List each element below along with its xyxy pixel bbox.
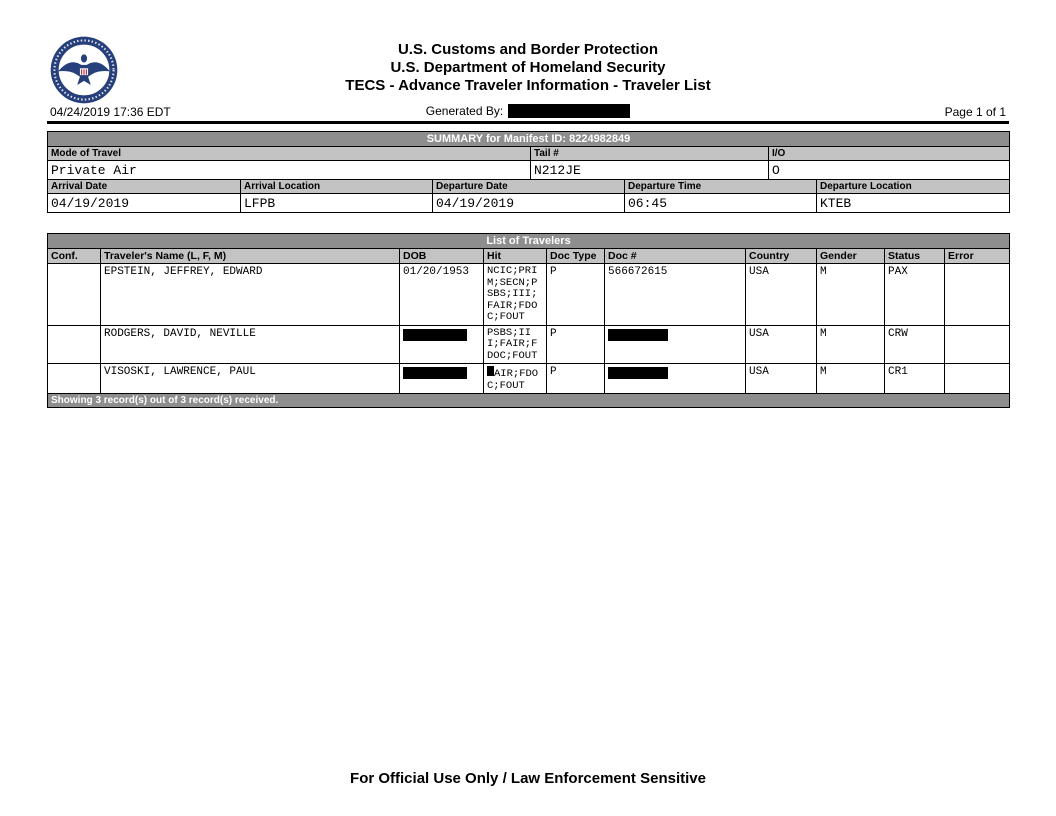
col-country: Country [746, 249, 817, 264]
cell-name: RODGERS, DAVID, NEVILLE [101, 326, 400, 365]
header-io: I/O [769, 147, 1010, 161]
col-name: Traveler's Name (L, F, M) [101, 249, 400, 264]
cell-doc-type: P [547, 326, 605, 365]
value-departure-date: 04/19/2019 [433, 194, 625, 213]
document-header [0, 41, 1056, 95]
summary-table [47, 131, 1010, 213]
col-gender: Gender [817, 249, 885, 264]
cell-conf [48, 264, 101, 326]
report-datetime: 04/24/2019 17:36 EDT [50, 105, 171, 119]
record-count: Showing 3 record(s) out of 3 record(s) received. [48, 394, 1010, 408]
cell-error [945, 364, 1010, 394]
travelers-header-row [48, 249, 1010, 264]
summary-header-row-1 [48, 147, 1010, 161]
col-status: Status [885, 249, 945, 264]
cell-dob: 01/20/1953 [400, 264, 484, 326]
cell-gender: M [817, 326, 885, 365]
redaction-box [487, 366, 494, 376]
summary-value-row-2 [48, 194, 1010, 213]
col-hit: Hit [484, 249, 547, 264]
cell-country: USA [746, 326, 817, 365]
col-doc-num: Doc # [605, 249, 746, 264]
table-row [48, 364, 1010, 394]
page-number: Page 1 of 1 [944, 105, 1006, 119]
generated-by [47, 104, 1009, 118]
cell-country: USA [746, 264, 817, 326]
travelers-title-row [48, 234, 1010, 249]
redaction-box [508, 104, 630, 118]
header-mode-of-travel: Mode of Travel [48, 147, 531, 161]
cell-conf [48, 364, 101, 394]
value-arrival-date: 04/19/2019 [48, 194, 241, 213]
cell-error [945, 264, 1010, 326]
header-arrival-date: Arrival Date [48, 180, 241, 194]
redaction-box [608, 329, 668, 341]
cell-gender: M [817, 264, 885, 326]
value-departure-location: KTEB [817, 194, 1010, 213]
cell-hit [484, 364, 547, 394]
cell-doc-type: P [547, 264, 605, 326]
summary-header-row-2 [48, 180, 1010, 194]
header-departure-location: Departure Location [817, 180, 1010, 194]
travelers-table [47, 233, 1010, 408]
header-divider [47, 121, 1009, 124]
cell-doc-num [605, 364, 746, 394]
cell-hit: PSBS;III;FAIR;FDOC;FOUT [484, 326, 547, 365]
col-dob: DOB [400, 249, 484, 264]
redaction-box [403, 367, 467, 379]
cell-hit: NCIC;PRIM;SECN;PSBS;III;FAIR;FDOC;FOUT [484, 264, 547, 326]
cell-gender: M [817, 364, 885, 394]
cell-dob [400, 364, 484, 394]
header-line-agency: U.S. Customs and Border Protection [397, 41, 659, 58]
value-mode-of-travel: Private Air [48, 161, 531, 180]
cell-status: CRW [885, 326, 945, 365]
travelers-title: List of Travelers [48, 234, 1010, 249]
cell-doc-num: 566672615 [605, 264, 746, 326]
value-arrival-location: LFPB [241, 194, 433, 213]
col-doc-type: Doc Type [547, 249, 605, 264]
col-conf: Conf. [48, 249, 101, 264]
cell-dob [400, 326, 484, 365]
generated-by-label: Generated By: [425, 104, 504, 118]
cell-status: PAX [885, 264, 945, 326]
cell-doc-num [605, 326, 746, 365]
table-row [48, 326, 1010, 365]
table-row [48, 264, 1010, 326]
cell-country: USA [746, 364, 817, 394]
header-line-department: U.S. Department of Homeland Security [390, 59, 666, 76]
summary-title-row [48, 132, 1010, 147]
header-tail-number: Tail # [531, 147, 769, 161]
value-tail-number: N212JE [531, 161, 769, 180]
value-io: O [769, 161, 1010, 180]
record-count-row [48, 394, 1010, 408]
redaction-box [403, 329, 467, 341]
classification-footer: For Official Use Only / Law Enforcement Sensitive [350, 770, 706, 787]
summary-title: SUMMARY for Manifest ID: 8224982849 [48, 132, 1010, 147]
cell-doc-type: P [547, 364, 605, 394]
header-departure-date: Departure Date [433, 180, 625, 194]
cell-name: VISOSKI, LAWRENCE, PAUL [101, 364, 400, 394]
cell-conf [48, 326, 101, 365]
col-error: Error [945, 249, 1010, 264]
header-departure-time: Departure Time [625, 180, 817, 194]
cell-error [945, 326, 1010, 365]
redaction-box [608, 367, 668, 379]
cell-name: EPSTEIN, JEFFREY, EDWARD [101, 264, 400, 326]
header-arrival-location: Arrival Location [241, 180, 433, 194]
cell-status: CR1 [885, 364, 945, 394]
value-departure-time: 06:45 [625, 194, 817, 213]
header-line-report-title: TECS - Advance Traveler Information - Traveler List [345, 77, 711, 94]
meta-row [47, 104, 1009, 121]
hit-text: AIR;FDOC;FOUT [487, 368, 539, 392]
summary-value-row-1 [48, 161, 1010, 180]
